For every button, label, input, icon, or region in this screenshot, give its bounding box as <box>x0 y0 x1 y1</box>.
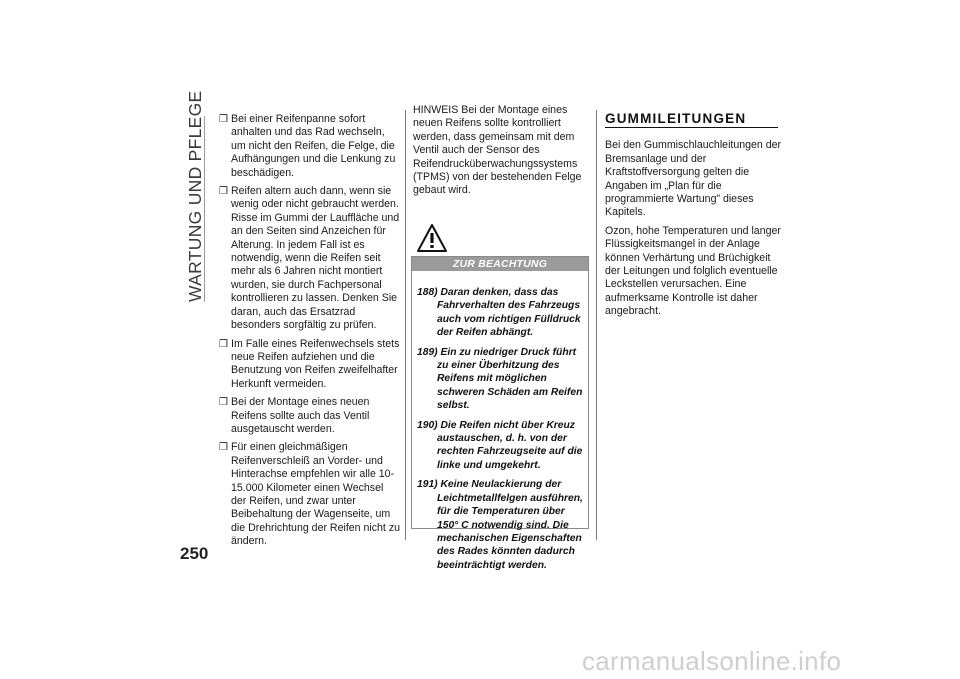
warning-item: 190) Die Reifen nicht über Kreuz austauschen, d. h. von der rechten Fahrzeugseite auf die linke und umgekehrt. <box>417 419 583 471</box>
checkbox-bullet-icon: ❒ <box>219 186 228 198</box>
watermark: carmanualsonline.info <box>582 646 842 676</box>
bullet-text: Für einen gleichmäßigen Reifenverschleiß an Vorder- und Hinterachse empfehlen wir alle 10-15.000 Kilometer einen Wechsel der Reifen, und zwar unter Beibehaltung der Wagenseite, um die Drehrichtung der Reifen nicht zu ändern. <box>231 441 401 548</box>
checkbox-bullet-icon: ❒ <box>219 338 228 350</box>
bullet-text: Im Falle eines Reifenwechsels stets neue Reifen aufziehen und die Benutzung von Reifen zweifelhafter Herkunft vermeiden. <box>231 337 400 390</box>
paragraph: Ozon, hohe Temperaturen und langer Flüssigkeitsmangel in der Anlage können Verhärtung und Brüchigkeit der Leitungen und folglich eventuelle Leckstellen verursachen. Eine aufmerksame Kontrolle ist daher angebracht. <box>605 224 781 318</box>
warning-item: 188) Daran denken, dass das Fahrverhalten des Fahrzeugs auch vom richtigen Fülldruck der Reifen abhängt. <box>417 287 581 339</box>
section-title: GUMMILEITUNGEN <box>605 112 778 128</box>
checkbox-bullet-icon: ❒ <box>219 442 228 454</box>
column-right <box>605 112 785 324</box>
paragraph: Bei den Gummischlauchleitungen der Bremsanlage und der Kraftstoffversorgung gelten die Angaben im „Plan für die programmierte Wartung” dieses Kapitels. <box>605 139 782 219</box>
hinweis-note: HINWEIS Bei der Montage eines neuen Reifens sollte kontrolliert werden, dass gemeinsam mit dem Ventil auch der Sensor des Reifendrucküberwachungssystems (TPMS) von der bestehenden Felge gebaut wird. <box>413 104 582 197</box>
chapter-title: WARTUNG UND PFLEGE <box>185 90 205 302</box>
bullet-item <box>219 185 401 332</box>
bullet-item <box>219 338 401 392</box>
bullet-text: Bei der Montage eines neuen Reifens sollte auch das Ventil ausgetauscht werden. <box>231 396 370 435</box>
column-divider <box>596 110 597 540</box>
bullet-item <box>219 396 401 436</box>
page-number: 250 <box>180 544 209 563</box>
checkbox-bullet-icon: ❒ <box>219 397 228 409</box>
warning-box <box>411 256 589 571</box>
warning-triangle-icon <box>417 224 447 252</box>
warning-list <box>412 271 588 572</box>
warning-item: 191) Keine Neulackierung der Leichtmetallfelgen ausführen, für die Temperaturen über 150° C notwendig sind. Die mechanischen Eigenschaften des Rades könnten dadurch beeinträchtigt werden. <box>417 479 583 571</box>
column-left <box>219 113 401 554</box>
bullet-text: Bei einer Reifenpanne sofort anhalten und das Rad wechseln, um nicht den Reifen, die Felge, die Aufhängungen und die Lenkung zu beschädigen. <box>231 113 396 179</box>
chapter-side-tab <box>182 90 205 302</box>
bullet-item <box>219 441 401 548</box>
warning-header: ZUR BEACHTUNG <box>412 257 588 271</box>
column-divider <box>405 110 406 540</box>
bullet-item <box>219 113 401 180</box>
checkbox-bullet-icon: ❒ <box>219 114 228 125</box>
bullet-text: Reifen altern auch dann, wenn sie wenig oder nicht gebraucht werden. Risse im Gummi der Lauffläche und an den Seiten sind Anzeichen für Alterung. In jedem Fall ist es notwendig, wenn die Reifen seit mehr als 6 Jahren nicht montiert wurden, sie durch Fachpersonal kontrollieren zu lassen. Denken Sie daran, auch das Ersatzrad besonders sorgfältig zu prüfen. <box>231 185 400 332</box>
warning-item: 189) Ein zu niedriger Druck führt zu einer Überhitzung des Reifens mit möglichen schweren Schäden am Reifen selbst. <box>417 346 583 412</box>
column-middle <box>413 104 589 198</box>
